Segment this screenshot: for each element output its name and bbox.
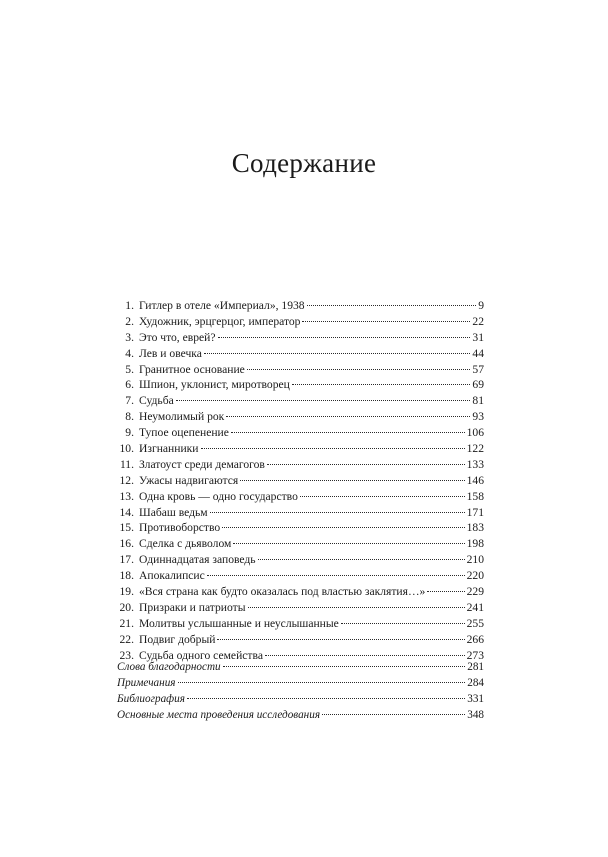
toc-entry [117,441,484,457]
dot-leader [204,353,471,354]
chapter-title: Призраки и патриоты [139,600,246,614]
page-number: 146 [466,473,484,487]
page-number: 273 [466,648,484,662]
chapter-number: 17. [119,553,134,567]
back-matter-entry [117,660,484,676]
chapter-number: 9. [125,426,134,440]
toc-entry [117,409,484,425]
chapter-number: 13. [119,489,134,503]
chapter-number: 5. [125,362,134,376]
toc-entry [117,457,484,473]
page-number: 22 [472,314,484,328]
page-number: 9 [478,299,484,312]
page-number: 158 [466,489,484,503]
page-number: 122 [466,442,484,456]
toc-entry [117,552,484,568]
chapter-number: 2. [125,314,134,328]
dot-leader [341,623,465,624]
page-title: Содержание [231,148,377,178]
page-number: 281 [467,661,484,673]
page-number: 284 [467,676,484,689]
chapter-title: Апокалипсис [139,569,205,583]
chapter-number: 3. [125,330,134,344]
back-matter-title: Примечания [117,676,176,689]
back-matter-title: Слова благодарности [117,661,221,673]
chapter-number: 20. [119,600,134,614]
chapter-title: Судьба одного семейства [139,648,263,662]
chapter-title: Это что, еврей? [139,330,216,344]
chapter-title: Неумолимый рок [139,410,225,424]
chapter-title: Судьба [139,394,174,408]
toc-entry [117,505,484,521]
dot-leader [247,369,471,370]
chapter-number: 8. [125,410,134,424]
dot-leader [302,321,470,322]
page-number: 133 [466,457,484,471]
chapter-number: 7. [125,394,134,408]
chapter-title: Молитвы услышанные и неуслышанные [139,616,339,630]
dot-leader [300,496,465,497]
toc-entry [117,536,484,552]
chapter-title: Одиннадцатая заповедь [139,553,256,567]
page-number: 81 [472,394,484,408]
page-number: 331 [467,692,484,705]
page-number: 198 [466,537,484,551]
dot-leader [187,698,465,699]
page-number: 220 [466,569,484,583]
chapter-number: 16. [119,537,134,551]
dot-leader [427,591,464,592]
page-number: 44 [472,346,484,360]
back-matter-title: Библиография [117,692,185,705]
chapter-list [117,298,484,663]
chapter-number: 22. [119,632,134,646]
toc-entry [117,298,484,314]
dot-leader [207,575,465,576]
toc-entry [117,568,484,584]
toc-entry [117,616,484,632]
page-number: 241 [466,600,484,614]
page-number: 229 [466,585,484,599]
chapter-number: 6. [125,378,134,392]
page-number: 69 [472,378,484,392]
toc-entry [117,393,484,409]
chapter-title: Лев и овечка [139,346,202,360]
back-matter-entry [117,708,484,724]
chapter-number: 10. [119,442,134,456]
chapter-title: Шабаш ведьм [139,505,208,519]
page-number: 57 [472,362,484,376]
dot-leader [240,480,464,481]
toc-entry [117,330,484,346]
page-number: 266 [466,632,484,646]
page-number: 93 [472,410,484,424]
dot-leader [267,464,465,465]
chapter-title: Тупое оцепенение [139,426,229,440]
chapter-title: Художник, эрцгерцог, император [139,314,301,328]
chapter-title: Сделка с дьяволом [139,537,232,551]
page-number: 171 [466,505,484,519]
toc-entry [117,425,484,441]
dot-leader [231,432,465,433]
dot-leader [222,527,464,528]
dot-leader [322,714,465,715]
dot-leader [258,559,465,560]
chapter-number: 4. [125,346,134,360]
chapter-number: 23. [119,648,134,662]
back-matter-title: Основные места проведения исследования [117,708,321,721]
toc-entry [117,489,484,505]
toc-entry [117,632,484,648]
chapter-number: 11. [119,457,134,471]
dot-leader [201,448,465,449]
chapter-number: 15. [119,521,134,535]
page-number: 106 [466,426,484,440]
toc-entry [117,346,484,362]
dot-leader [223,666,466,667]
dot-leader [176,400,471,401]
chapter-title: Одна кровь — одно государство [139,489,298,503]
toc-entry [117,473,484,489]
page-number: 255 [466,616,484,630]
chapter-title: Шпион, уклонист, миротворец [139,378,290,392]
back-matter-entry [117,676,484,692]
dot-leader [178,682,466,683]
chapter-title: Гранитное основание [139,362,245,376]
dot-leader [226,416,470,417]
chapter-title: Златоуст среди демагогов [139,457,265,471]
toc-entry [117,600,484,616]
dot-leader [233,543,464,544]
back-matter-entry [117,692,484,708]
dot-leader [307,305,477,306]
toc-entry [117,584,484,600]
chapter-title: Гитлер в отеле «Империал», 1938 [139,299,305,312]
toc-entry [117,520,484,536]
dot-leader [210,512,465,513]
chapter-number: 18. [119,569,134,583]
chapter-number: 21. [119,616,134,630]
chapter-title: Изгнанники [139,442,199,456]
dot-leader [248,607,465,608]
chapter-number: 14. [119,505,134,519]
page-number: 348 [467,708,484,721]
toc-entry [117,314,484,330]
chapter-number: 1. [125,299,134,312]
toc-entry [117,377,484,393]
chapter-title: Ужасы надвигаются [139,473,239,487]
dot-leader [292,384,471,385]
chapter-title: Противоборство [139,521,221,535]
page-number: 210 [466,553,484,567]
dot-leader [218,337,471,338]
dot-leader [217,639,464,640]
chapter-number: 12. [119,473,134,487]
chapter-title: Подвиг добрый [139,632,216,646]
page-number: 31 [472,330,484,344]
page-number: 183 [466,521,484,535]
back-matter-list [117,660,484,724]
chapter-title: «Вся страна как будто оказалась под властью заклятия…» [139,585,426,599]
toc-entry [117,362,484,378]
chapter-number: 19. [119,585,134,599]
dot-leader [265,655,465,656]
